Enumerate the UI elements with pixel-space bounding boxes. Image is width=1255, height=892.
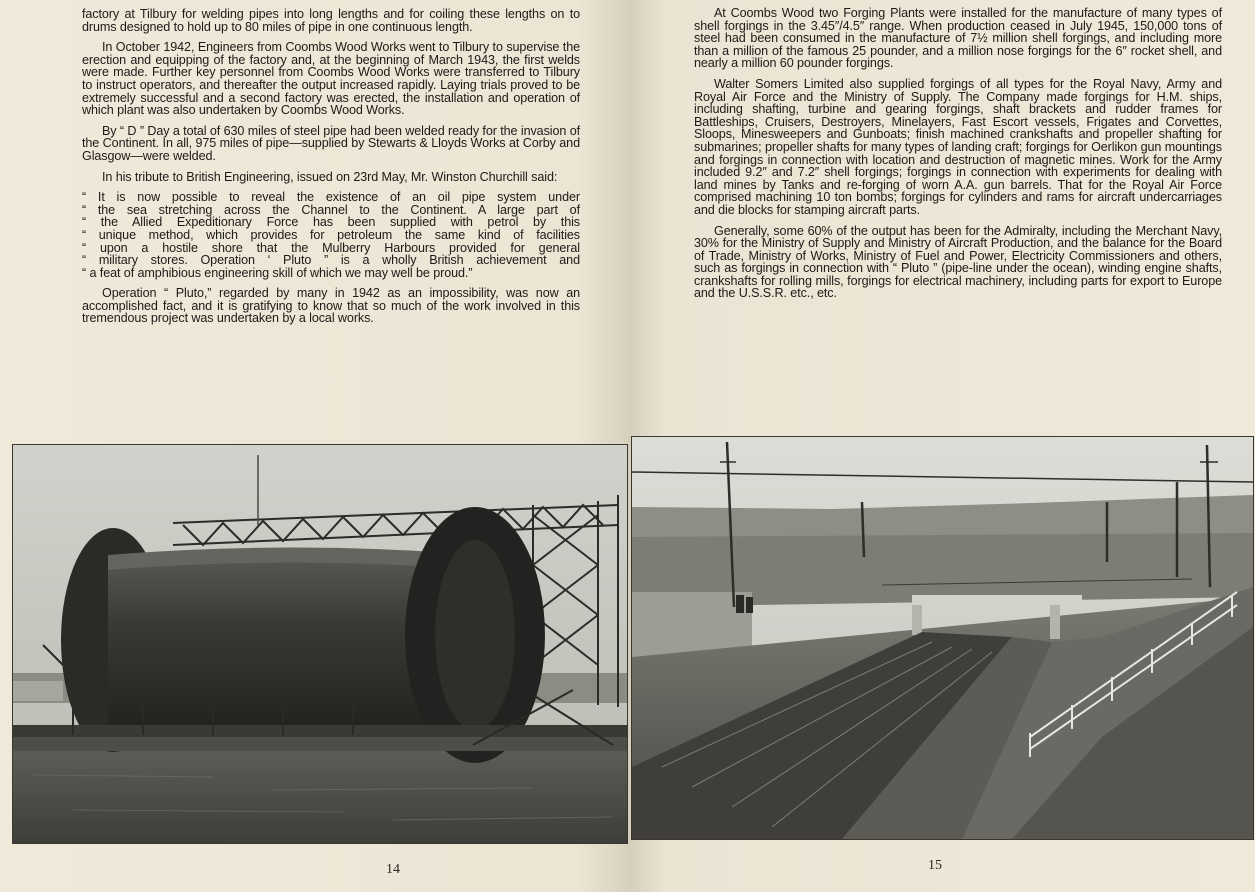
paragraph: Walter Somers Limited also supplied forgings of all types for the Royal Navy, Army and Royal Air Force and the Ministry of Supply. The Company made forgings for H.M. ships, including shafting, turbine and gearing forgings, shaft brackets and rudder frames for Battleships, Cruisers, Destroyers, Minelayers, Fast Escort vessels, Frigates and Corvettes, Sloops, Minesweepers and Gunboats; finish machined crankshafts and propeller shafting for submarines; propeller shafts for many types of landing craft; forgings for Oerlikon gun mountings and forgings in connection with location and destruction of magnetic mines. Work for the Army included 9.2″ and 7.2″ shell forgings; forgings in connection with experiments for dealing with land mines by Tanks and re-forging of worn A.A. gun barrels. That for the Royal Air Force comprised machining 10 ton bombs; forgings for cylinders and rams for aircraft undercarriages and die blocks for stamping aircraft parts. (694, 76, 1222, 217)
paragraph: factory at Tilbury for welding pipes into long lengths and for coiling these lengths on to drums designed to hold up to 80 miles of pipe in one continuous length. (82, 7, 580, 34)
quote-line: “ unique method, which provides for petroleum the same kind of facilities (82, 227, 580, 242)
quote-line: “ the Allied Expeditionary Force has been supplied with petrol by this (82, 215, 580, 230)
page-15-text (694, 7, 1222, 308)
quote-line: “ It is now possible to reveal the existence of an oil pipe system under (82, 190, 580, 205)
quote-line: “ the sea stretching across the Channel to the Continent. A large part of (82, 202, 580, 217)
paragraph: Operation “ Pluto,” regarded by many in 1942 as an impossibility, was now an accomplished fact, and it is gratifying to know that so much of the work involved in this tremendous project was undertaken by a local works. (82, 286, 580, 326)
quote-line: “ a feat of amphibious engineering skill of which we may well be proud.” (82, 265, 473, 280)
page-number: 15 (928, 858, 942, 873)
paragraph: In his tribute to British Engineering, issued on 23rd May, Mr. Winston Churchill said: (102, 169, 558, 184)
paragraph: At Coombs Wood two Forging Plants were installed for the manufacture of many types of shell forgings in the 3.45″/4.5″ range. When production ceased in July 1945, 150,000 tons of steel had been consumed in the manufacture of 7½ million shell forgings, and including more than a million of the famous 25 pounder, and a million nose forgings for the 6″ rocket shell, and nearly a million 60 pounder forgings. (694, 6, 1222, 71)
churchill-quote (82, 191, 580, 279)
page-number: 14 (386, 862, 400, 877)
quote-line: “ upon a hostile shore that the Mulberry Harbours provided for general (82, 240, 580, 255)
paragraph: Generally, some 60% of the output has been for the Admiralty, including the Merchant Navy, 30% for the Ministry of Supply and Ministry of Aircraft Production, and the balance for the Board of Trade, Ministry of Works, Ministry of Fuel and Power, Electricity Commissioners and others, such as forgings in connection with “ Pluto ” (pipe-line under the ocean), winding engine shafts, crankshafts for rolling mills, forgings for electrical machinery, including parts for export to Europe and the U.S.S.R. etc., etc. (694, 223, 1222, 301)
pipe-drum-photo (12, 444, 628, 844)
paragraph: By “ D ” Day a total of 630 miles of steel pipe had been welded ready for the invasion of the Continent. In all, 975 miles of pipe—supplied by Stewarts & Lloyds Works at Corby and Glasgow—were welded. (82, 123, 580, 163)
quote-line: “ military stores. Operation ‘ Pluto ” is a wholly British achievement and (82, 253, 580, 268)
paragraph: In October 1942, Engineers from Coombs Wood Works went to Tilbury to supervise the erection and equipping of the factory and, at the beginning of March 1943, the first welds were made. Further key personnel from Coombs Wood Works were transferred to Tilbury to instruct operators, and thereafter the output increased rapidly. Laying trials proved to be extremely successful and a second factory was erected, the installation and operation of which plant was also undertaken by Coombs Wood Works. (82, 40, 580, 118)
pipeline-cutting-photo (631, 436, 1254, 840)
page-15 (628, 0, 1255, 892)
page-14-text (82, 8, 580, 333)
